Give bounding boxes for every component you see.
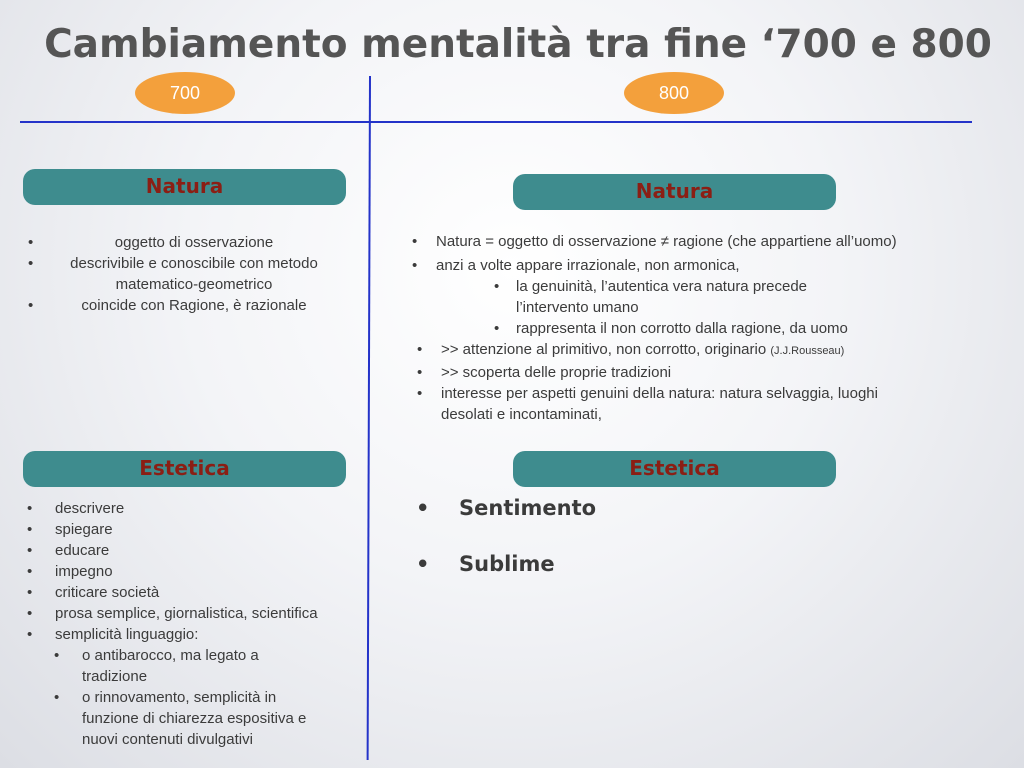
bullet-icon: • <box>27 500 33 517</box>
bullet-icon: • <box>417 364 423 381</box>
list-item: • coincide con Ragione, è razionale <box>28 297 307 314</box>
natura-800-list <box>410 231 970 425</box>
bullet-icon: • <box>28 255 34 272</box>
estetica-800-header: Estetica <box>513 451 836 487</box>
list-item: • Sublime <box>416 552 555 576</box>
list-item: • descrivere <box>27 500 125 517</box>
list-item: • prosa semplice, giornalistica, scientifica <box>27 605 318 622</box>
bullet-icon: • <box>54 647 60 664</box>
bullet-icon: • <box>27 542 33 559</box>
bullet-icon: • <box>27 521 33 538</box>
list-item: • semplicità linguaggio: <box>27 626 199 643</box>
estetica-700-header: Estetica <box>23 451 346 487</box>
list-item: • spiegare <box>27 521 113 538</box>
bullet-icon: • <box>417 385 423 402</box>
bullet-icon: • <box>494 320 500 337</box>
list-item: • impegno <box>27 563 113 580</box>
list-item: • anzi a volte appare irrazionale, non armonica, <box>412 257 740 274</box>
estetica-700-list <box>27 498 347 750</box>
bullet-icon: • <box>28 234 34 251</box>
slide-title: Cambiamento mentalità tra fine ‘700 e 800 <box>44 22 992 67</box>
natura-800-header: Natura <box>513 174 836 210</box>
natura-700-header: Natura <box>23 169 346 205</box>
bullet-icon: • <box>27 563 33 580</box>
list-item: • >> scoperta delle proprie tradizioni <box>417 364 672 381</box>
list-item: • Natura = oggetto di osservazione ≠ ragione (che appartiene all’uomo) <box>412 233 897 250</box>
list-item: • >> attenzione al primitivo, non corrotto, originario (J.J.Rousseau) <box>417 341 845 358</box>
list-item: • o antibarocco, ma legato a tradizione <box>54 647 259 685</box>
bullet-icon: • <box>412 233 418 250</box>
list-item: • descrivibile e conoscibile con metodo matematico-geometrico <box>28 255 318 293</box>
bullet-icon: • <box>417 341 423 358</box>
list-item: • o rinnovamento, semplicità in funzione di chiarezza espositiva e nuovi contenuti divulgativi <box>54 689 307 748</box>
column-label-700: 700 <box>135 72 235 114</box>
bullet-icon: • <box>54 689 60 706</box>
natura-700-list <box>24 232 344 316</box>
bullet-icon: • <box>416 552 430 576</box>
bullet-icon: • <box>28 297 34 314</box>
list-item: • la genuinità, l’autentica vera natura precede l’intervento umano <box>494 278 808 316</box>
bullet-icon: • <box>27 605 33 622</box>
horizontal-divider <box>20 121 972 123</box>
column-label-800: 800 <box>624 72 724 114</box>
list-item: • rappresenta il non corrotto dalla ragione, da uomo <box>494 320 848 337</box>
bullet-icon: • <box>416 496 430 520</box>
list-item: • oggetto di osservazione <box>28 234 274 251</box>
bullet-icon: • <box>412 257 418 274</box>
list-item: • criticare società <box>27 584 160 601</box>
estetica-800-list <box>416 496 816 608</box>
bullet-icon: • <box>27 626 33 643</box>
list-item: • educare <box>27 542 110 559</box>
list-item: • Sentimento <box>416 496 597 520</box>
bullet-icon: • <box>494 278 500 295</box>
vertical-divider <box>367 76 371 760</box>
bullet-icon: • <box>27 584 33 601</box>
list-item: • interesse per aspetti genuini della natura: natura selvaggia, luoghi desolati e incontaminati, <box>417 385 878 423</box>
